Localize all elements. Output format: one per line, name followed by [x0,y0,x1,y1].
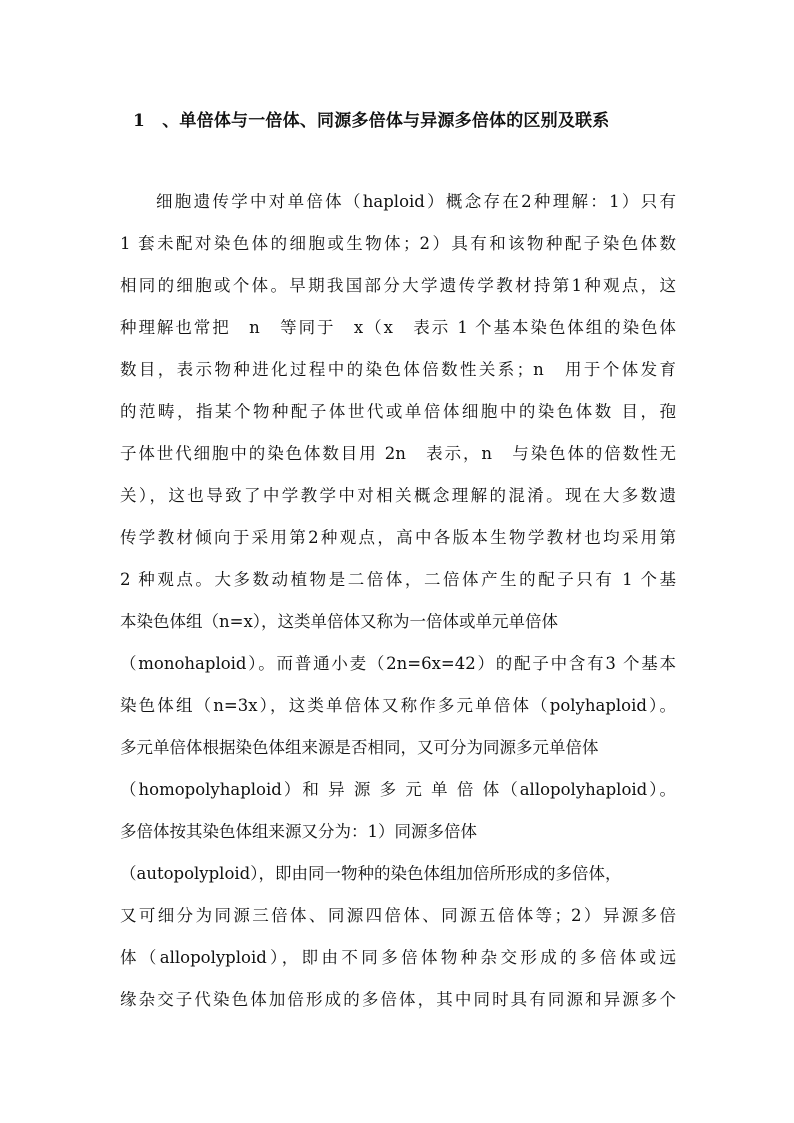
paragraph-line: 相同的细胞或个体。早期我国部分大学遗传学教材持第1种观点，这 [120,276,676,295]
paragraph-line: 传学教材倾向于采用第2种观点，高中各版本生物学教材也均采用第 [120,528,676,547]
paragraph-line: 的范畴，指某个物种配子体世代或单倍体细胞中的染色体数 目，孢 [120,402,676,421]
paragraph-line: 数目，表示物种进化过程中的染色体倍数性关系；n 用于个体发育 [120,360,676,379]
paragraph-line: 本染色体组（n=x），这类单倍体又称为一倍体或单元单倍体 [120,612,559,631]
paragraph-line: 又可细分为同源三倍体、同源四倍体、同源五倍体等；2）异源多倍 [120,906,676,925]
paragraph-line: 多元单倍体根据染色体组来源是否相同，又可分为同源多元单倍体 [120,738,599,757]
paragraph-line: （autopolyploid），即由同一物种的染色体组加倍所形成的多倍体， [120,864,622,883]
paragraph-line: 细胞遗传学中对单倍体（haploid）概念存在2种理解：1）只有 [156,192,676,211]
paragraph-line: 染色体组（n=3x），这类单倍体又称作多元单倍体（polyhaploid）。 [120,696,676,715]
paragraph-line: 缘杂交子代染色体加倍形成的多倍体，其中同时具有同源和异源多个 [120,990,676,1009]
paragraph-line: 多倍体按其染色体组来源又分为：1）同源多倍体 [120,822,477,841]
paragraph-line: 1 套未配对染色体的细胞或生物体；2）具有和该物种配子染色体数 [120,234,676,253]
paragraph-line: 种理解也常把 n 等同于 x（x 表示 1 个基本染色体组的染色体 [120,318,676,337]
paragraph-line: 关），这也导致了中学教学中对相关概念理解的混淆。现在大多数遗 [120,486,676,505]
section-title: 1 、单倍体与一倍体、同源多倍体与异源多倍体的区别及联系 [133,111,610,131]
paragraph-line: （homopolyhaploid）和 异 源 多 元 单 倍 体（allopolyhaploid）。 [120,780,676,799]
paragraph-line: 2 种观点。大多数动植物是二倍体，二倍体产生的配子只有 1 个基 [120,570,676,589]
paragraph-line: （monohaploid）。而普通小麦（2n=6x=42）的配子中含有3 个基本 [120,654,676,673]
paragraph-line: 子体世代细胞中的染色体数目用 2n 表示，n 与染色体的倍数性无 [120,444,676,463]
paragraph-line: 体（allopolyploid），即由不同多倍体物种杂交形成的多倍体或远 [120,948,676,967]
